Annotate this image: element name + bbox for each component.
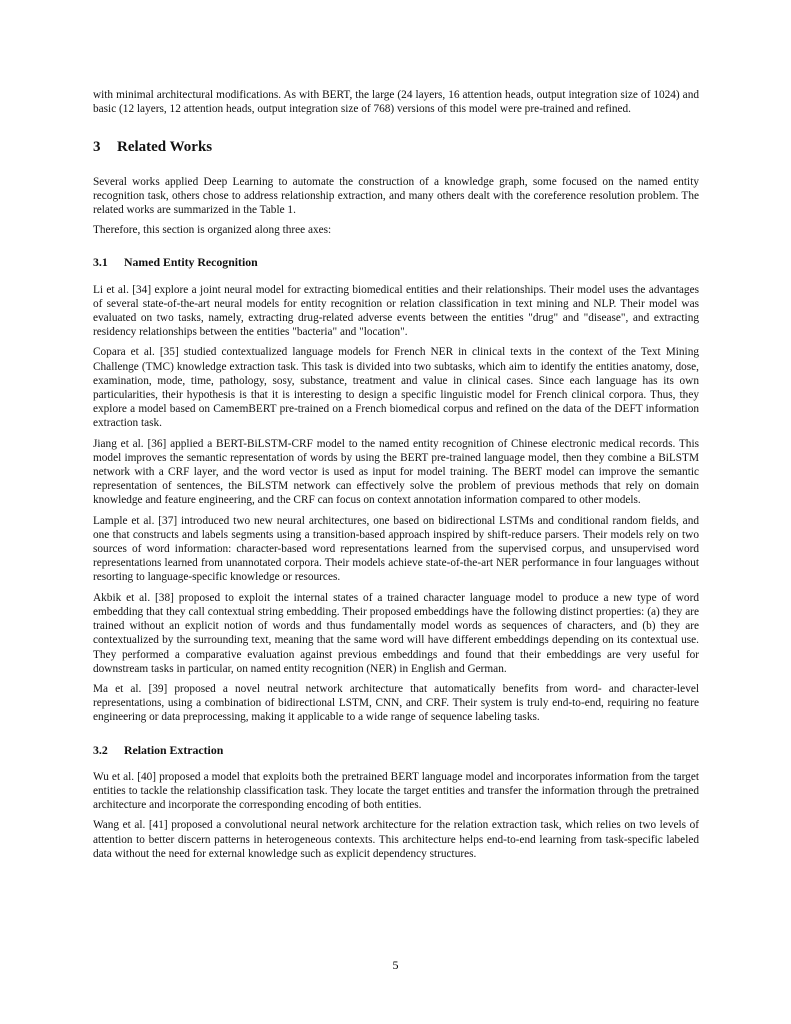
intro-paragraph: with minimal architectural modifications. As with BERT, the large (24 layers, 16 attention heads, output integration size of 1024) and basic (12 layers, 12 attention heads, output integration size of 768) versions of this model were pre-trained and refined. — [93, 89, 699, 116]
re-paragraph: Wu et al. [40] proposed a model that exploits both the pretrained BERT language model and incorporates information from the target entities to tackle the relationship classification task. They locate the target entities and transfer the information through the pretrained architecture and incorporate the corresponding encoding of both entities. — [93, 770, 699, 812]
section-heading — [93, 140, 699, 154]
section-paragraph: Therefore, this section is organized along three axes: — [93, 224, 332, 237]
ner-paragraph: Jiang et al. [36] applied a BERT-BiLSTM-CRF model to the named entity recognition of Chinese electronic medical records. This model improves the semantic representation of words by using the BERT pre-trained language model, then they combine a BiLSTM network with a CRF layer, and the word vector is used as input for model training. The BERT model can improve the semantic representation of sentences, the BiLSTM network can effectively solve the problem of previous methods that rely on domain knowledge and feature engineering, and the CRF can focus on context annotation information compared to other models. — [93, 437, 699, 507]
re-paragraph: Wang et al. [41] proposed a convolutional neural network architecture for the relation extraction task, which relies on two levels of attention to better discern patterns in heterogeneous contexts. This architecture helps end-to-end learning from task-specific labeled data without the need for external knowledge such as explicit dependency structures. — [93, 819, 699, 860]
ner-paragraph: Copara et al. [35] studied contextualized language models for French NER in clinical texts in the context of the Text Mining Challenge (TMC) knowledge extraction task. This task is divided into two subtasks, which aim to identify the entities anatomy, dose, examination, mode, time, pathology, sosy, substance, treatment and value in clinical cases. Since each language has its own particularities, their hypothesis is that it is interesting to design a specific linguistic model for French clinical corpora. Thus, they explore a model based on CamemBERT pre-trained on a French biomedical corpus and refined on the data of the DEFT information extraction task. — [93, 346, 699, 430]
paper-page — [93, 88, 699, 867]
page-number: 5 — [392, 958, 399, 972]
section-paragraph: Several works applied Deep Learning to automate the construction of a knowledge graph, some focused on the named entity recognition task, others chose to address relationship extraction, and many others dealt with the coreference resolution problem. The related works are summarized in the Table 1. — [93, 175, 699, 217]
subsection-title: Relation Extraction — [124, 742, 224, 757]
subsection-heading-re — [93, 743, 699, 757]
subsection-number: 3.2 — [93, 742, 108, 757]
subsection-heading-ner — [93, 255, 699, 269]
subsection-title: Named Entity Recognition — [124, 255, 258, 270]
ner-paragraph: Akbik et al. [38] proposed to exploit the internal states of a trained character language model to produce a new type of word embedding that they call contextual string embedding. Their proposed embeddings have the following distinct properties: (a) they are trained without an explicit notion of words and thus fundamentally model words as sequences of characters, and (b) they are contextualized by the surrounding text, meaning that the same word will have different embeddings depending on its contextual use. They performed a comparative evaluation against previous embeddings and found that their embeddings are very useful for downstream tasks in particular, on named entity recognition (NER) in English and German. — [93, 591, 699, 675]
subsection-number: 3.1 — [93, 255, 108, 270]
section-title: Related Works — [117, 139, 213, 156]
ner-paragraph: Li et al. [34] explore a joint neural model for extracting biomedical entities and their relationships. Their model uses the advantages of several state-of-the-art neural models for entity recognition or relation classification in text mining and NLP. Their model was evaluated on two tasks, namely, extracting drug-related adverse events between the entities "drug" and "disease", and extracting residency relationships between the entities "bacteria" and "location". — [93, 283, 699, 339]
ner-paragraph: Ma et al. [39] proposed a novel neutral network architecture that automatically benefits from word- and character-level representations, using a combination of bidirectional LSTM, CNN, and CRF. Their system is truly end-to-end, requiring no feature engineering or data preprocessing, making it applicable to a wide range of sequence labeling tasks. — [93, 682, 699, 724]
section-number: 3 — [93, 139, 101, 156]
ner-paragraph: Lample et al. [37] introduced two new neural architectures, one based on bidirectional LSTMs and conditional random fields, and one that constructs and labels segments using a transition-based approach inspired by shift-reduce parsers. Their models rely on two sources of word information: character-based word representations learned from the supervised corpus, and unsupervised word representations learned from unannotated corpora. Their models achieve state-of-the-art NER performance in four languages without resorting to language-specific knowledge or resources. — [93, 514, 699, 584]
